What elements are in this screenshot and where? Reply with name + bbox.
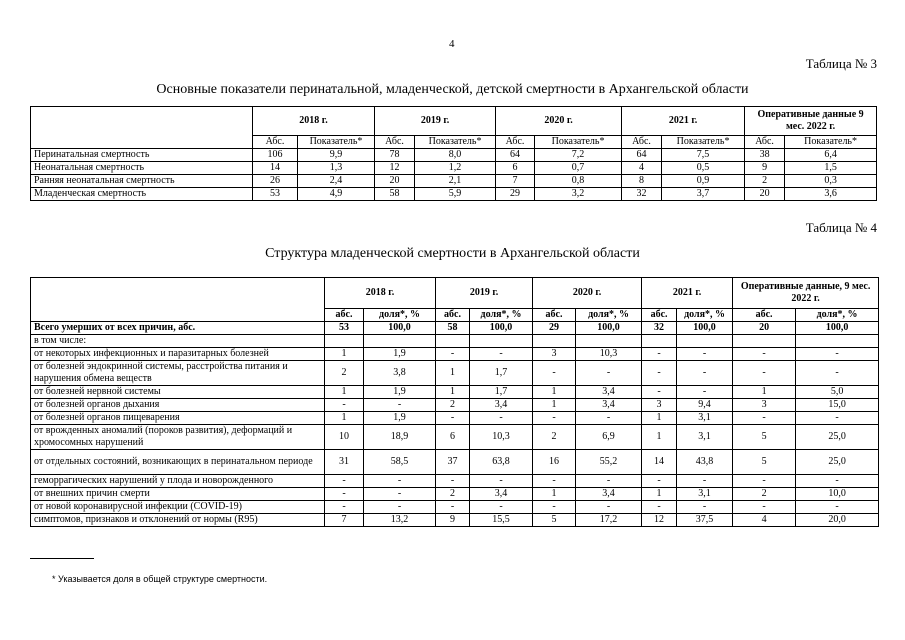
cell-value: 1: [436, 386, 470, 399]
cell-value: -: [576, 501, 642, 514]
table-row: [31, 399, 879, 412]
cell-value: 3,7: [662, 188, 745, 201]
subheader-abs: Абс.: [622, 136, 662, 149]
table-row: [31, 425, 879, 450]
row-label: Неонатальная смертность: [31, 162, 253, 175]
row-label: от болезней органов пищеварения: [31, 412, 325, 425]
cell-value: -: [470, 501, 533, 514]
cell-value: 16: [533, 450, 576, 475]
cell-value: [470, 335, 533, 348]
subheader-abs: Абс.: [745, 136, 785, 149]
cell-value: 1: [642, 412, 677, 425]
header-row: [31, 278, 879, 309]
cell-value: -: [733, 361, 796, 386]
cell-value: 1,2: [415, 162, 496, 175]
cell-value: -: [677, 501, 733, 514]
cell-value: 100,0: [364, 322, 436, 335]
header-corner: [31, 278, 325, 322]
cell-value: 1: [642, 488, 677, 501]
subheader-abs: абс.: [642, 309, 677, 322]
row-label: от некоторых инфекционных и паразитарных болезней: [31, 348, 325, 361]
subheader-abs: Абс.: [253, 136, 298, 149]
cell-value: 0,7: [535, 162, 622, 175]
cell-value: -: [642, 501, 677, 514]
cell-value: [364, 335, 436, 348]
cell-value: -: [436, 501, 470, 514]
cell-value: 10: [325, 425, 364, 450]
row-label: от болезней нервной системы: [31, 386, 325, 399]
cell-value: -: [533, 412, 576, 425]
cell-value: -: [642, 475, 677, 488]
table-row: [31, 188, 877, 201]
cell-value: 25,0: [796, 450, 879, 475]
cell-value: [733, 335, 796, 348]
cell-value: 9,4: [677, 399, 733, 412]
cell-value: 6: [436, 425, 470, 450]
cell-value: -: [470, 412, 533, 425]
subheader-share: Показатель*: [298, 136, 375, 149]
cell-value: -: [642, 386, 677, 399]
cell-value: 1,9: [364, 348, 436, 361]
cell-value: 43,8: [677, 450, 733, 475]
footnote: * Указывается доля в общей структуре смертности.: [52, 574, 268, 584]
year-header: 2019 г.: [375, 107, 496, 136]
cell-value: 2: [733, 488, 796, 501]
cell-value: 0,8: [535, 175, 622, 188]
row-label: Младенческая смертность: [31, 188, 253, 201]
cell-value: 17,2: [576, 514, 642, 527]
year-header: 2020 г.: [496, 107, 622, 136]
cell-value: 2: [436, 488, 470, 501]
cell-value: 0,5: [662, 162, 745, 175]
table-row: [31, 175, 877, 188]
cell-value: 2: [325, 361, 364, 386]
subheader-abs: абс.: [533, 309, 576, 322]
cell-value: 5,0: [796, 386, 879, 399]
subheader-share: Показатель*: [785, 136, 877, 149]
cell-value: -: [677, 348, 733, 361]
cell-value: 106: [253, 149, 298, 162]
cell-value: 1,9: [364, 412, 436, 425]
table-row: [31, 386, 879, 399]
table-row: [31, 149, 877, 162]
cell-value: 29: [496, 188, 535, 201]
cell-value: -: [470, 475, 533, 488]
cell-value: 25,0: [796, 425, 879, 450]
table-row: [31, 475, 879, 488]
year-header: 2018 г.: [325, 278, 436, 309]
cell-value: [796, 335, 879, 348]
subheader-share: доля*, %: [576, 309, 642, 322]
cell-value: 100,0: [796, 322, 879, 335]
cell-value: 53: [325, 322, 364, 335]
cell-value: -: [325, 488, 364, 501]
cell-value: [677, 335, 733, 348]
cell-value: -: [364, 475, 436, 488]
table-row: [31, 322, 879, 335]
cell-value: -: [364, 501, 436, 514]
cell-value: 3,4: [576, 399, 642, 412]
cell-value: 1,3: [298, 162, 375, 175]
cell-value: 63,8: [470, 450, 533, 475]
row-label: Ранняя неонатальная смертность: [31, 175, 253, 188]
cell-value: 58: [436, 322, 470, 335]
cell-value: 3,1: [677, 488, 733, 501]
cell-value: 5: [733, 450, 796, 475]
cell-value: 3,8: [364, 361, 436, 386]
cell-value: 1,9: [364, 386, 436, 399]
cell-value: 3: [733, 399, 796, 412]
page-number: 4: [449, 38, 455, 50]
header-row: [31, 107, 877, 136]
cell-value: 8: [622, 175, 662, 188]
subheader-abs: абс.: [325, 309, 364, 322]
cell-value: 100,0: [470, 322, 533, 335]
row-label: геморрагических нарушений у плода и новорожденного: [31, 475, 325, 488]
row-label: от отдельных состояний, возникающих в перинатальном периоде: [31, 450, 325, 475]
cell-value: 78: [375, 149, 415, 162]
subheader-abs: Абс.: [375, 136, 415, 149]
cell-value: 5: [733, 425, 796, 450]
cell-value: 18,9: [364, 425, 436, 450]
cell-value: 58: [375, 188, 415, 201]
header-corner: [31, 107, 253, 149]
cell-value: -: [677, 475, 733, 488]
cell-value: 10,3: [470, 425, 533, 450]
cell-value: 9: [436, 514, 470, 527]
cell-value: 64: [496, 149, 535, 162]
cell-value: -: [533, 361, 576, 386]
cell-value: 14: [642, 450, 677, 475]
cell-value: 100,0: [677, 322, 733, 335]
cell-value: 55,2: [576, 450, 642, 475]
cell-value: [642, 335, 677, 348]
cell-value: 7: [325, 514, 364, 527]
cell-value: 32: [622, 188, 662, 201]
cell-value: 3,1: [677, 425, 733, 450]
table3-label: Таблица № 3: [805, 56, 877, 71]
cell-value: 32: [642, 322, 677, 335]
table-row: [31, 488, 879, 501]
year-header: 2018 г.: [253, 107, 375, 136]
cell-value: -: [733, 475, 796, 488]
year-header: Оперативные данные, 9 мес. 2022 г.: [733, 278, 879, 309]
cell-value: 26: [253, 175, 298, 188]
cell-value: -: [796, 412, 879, 425]
table3: [30, 106, 877, 201]
cell-value: 7,2: [535, 149, 622, 162]
subheader-abs: абс.: [436, 309, 470, 322]
cell-value: -: [677, 386, 733, 399]
cell-value: -: [576, 361, 642, 386]
cell-value: 4: [622, 162, 662, 175]
cell-value: 1: [436, 361, 470, 386]
cell-value: 53: [253, 188, 298, 201]
cell-value: 1: [325, 386, 364, 399]
cell-value: -: [733, 348, 796, 361]
cell-value: 10,3: [576, 348, 642, 361]
table-row: [31, 348, 879, 361]
cell-value: -: [576, 475, 642, 488]
cell-value: 1: [533, 386, 576, 399]
cell-value: 14: [253, 162, 298, 175]
row-label: от новой коронавирусной инфекции (COVID-19): [31, 501, 325, 514]
table-row: [31, 361, 879, 386]
cell-value: 1,5: [785, 162, 877, 175]
year-header: 2020 г.: [533, 278, 642, 309]
cell-value: 1: [733, 386, 796, 399]
row-label: Всего умерших от всех причин, абс.: [31, 322, 325, 335]
subheader-share: Показатель*: [415, 136, 496, 149]
year-header: 2019 г.: [436, 278, 533, 309]
table-row: [31, 335, 879, 348]
cell-value: -: [576, 412, 642, 425]
table-row: [31, 162, 877, 175]
cell-value: -: [733, 501, 796, 514]
cell-value: 6,4: [785, 149, 877, 162]
cell-value: 3,4: [470, 488, 533, 501]
cell-value: 1: [533, 488, 576, 501]
cell-value: -: [733, 412, 796, 425]
cell-value: -: [364, 399, 436, 412]
cell-value: 37,5: [677, 514, 733, 527]
cell-value: -: [436, 348, 470, 361]
row-label: от врожденных аномалий (пороков развития), деформаций и хромосомных нарушений: [31, 425, 325, 450]
cell-value: 2,4: [298, 175, 375, 188]
table4-label: Таблица № 4: [805, 220, 877, 235]
subheader-abs: Абс.: [496, 136, 535, 149]
cell-value: -: [533, 501, 576, 514]
cell-value: 13,2: [364, 514, 436, 527]
cell-value: [576, 335, 642, 348]
cell-value: -: [677, 361, 733, 386]
cell-value: 20,0: [796, 514, 879, 527]
footnote-separator: [30, 558, 94, 559]
cell-value: -: [796, 475, 879, 488]
cell-value: 3,4: [576, 386, 642, 399]
cell-value: 2: [745, 175, 785, 188]
cell-value: [325, 335, 364, 348]
cell-value: -: [470, 348, 533, 361]
cell-value: -: [325, 399, 364, 412]
cell-value: 38: [745, 149, 785, 162]
cell-value: -: [436, 412, 470, 425]
subheader-abs: абс.: [733, 309, 796, 322]
cell-value: 20: [745, 188, 785, 201]
subheader-share: Показатель*: [535, 136, 622, 149]
cell-value: -: [796, 361, 879, 386]
cell-value: 20: [733, 322, 796, 335]
cell-value: -: [364, 488, 436, 501]
cell-value: 1,7: [470, 361, 533, 386]
cell-value: 12: [642, 514, 677, 527]
row-label: от болезней эндокринной системы, расстройства питания и нарушения обмена веществ: [31, 361, 325, 386]
cell-value: 7,5: [662, 149, 745, 162]
cell-value: -: [436, 475, 470, 488]
year-header: 2021 г.: [622, 107, 745, 136]
row-label: в том числе:: [31, 335, 325, 348]
cell-value: -: [325, 475, 364, 488]
cell-value: 4: [733, 514, 796, 527]
table-row: [31, 514, 879, 527]
row-label: от внешних причин смерти: [31, 488, 325, 501]
cell-value: 1: [325, 412, 364, 425]
cell-value: -: [642, 348, 677, 361]
cell-value: 3,4: [470, 399, 533, 412]
cell-value: 0,9: [662, 175, 745, 188]
table-row: [31, 501, 879, 514]
year-header: 2021 г.: [642, 278, 733, 309]
cell-value: -: [325, 501, 364, 514]
cell-value: 8,0: [415, 149, 496, 162]
cell-value: 37: [436, 450, 470, 475]
cell-value: 58,5: [364, 450, 436, 475]
cell-value: 9,9: [298, 149, 375, 162]
cell-value: 3: [533, 348, 576, 361]
cell-value: 7: [496, 175, 535, 188]
subheader-share: доля*, %: [364, 309, 436, 322]
cell-value: 3,6: [785, 188, 877, 201]
table-row: [31, 412, 879, 425]
subheader-share: доля*, %: [796, 309, 879, 322]
cell-value: [436, 335, 470, 348]
subheader-share: Показатель*: [662, 136, 745, 149]
cell-value: [533, 335, 576, 348]
cell-value: -: [796, 348, 879, 361]
cell-value: 3: [642, 399, 677, 412]
table3-title: Основные показатели перинатальной, младенческой, детской смертности в Архангельской области: [156, 82, 749, 97]
row-label: симптомов, признаков и отклонений от нормы (R95): [31, 514, 325, 527]
cell-value: 31: [325, 450, 364, 475]
cell-value: 15,5: [470, 514, 533, 527]
cell-value: 2: [533, 425, 576, 450]
cell-value: -: [533, 475, 576, 488]
cell-value: 3,4: [576, 488, 642, 501]
table4: [30, 277, 879, 527]
cell-value: -: [796, 501, 879, 514]
cell-value: 3,1: [677, 412, 733, 425]
cell-value: 6: [496, 162, 535, 175]
cell-value: 20: [375, 175, 415, 188]
row-label: Перинатальная смертность: [31, 149, 253, 162]
cell-value: 3,2: [535, 188, 622, 201]
cell-value: 5,9: [415, 188, 496, 201]
cell-value: 1: [325, 348, 364, 361]
cell-value: 10,0: [796, 488, 879, 501]
subheader-share: доля*, %: [677, 309, 733, 322]
cell-value: 2,1: [415, 175, 496, 188]
cell-value: 2: [436, 399, 470, 412]
table-row: [31, 450, 879, 475]
cell-value: 0,3: [785, 175, 877, 188]
cell-value: 6,9: [576, 425, 642, 450]
cell-value: 5: [533, 514, 576, 527]
cell-value: 1: [533, 399, 576, 412]
year-header: Оперативные данные 9 мес. 2022 г.: [745, 107, 877, 136]
table4-title: Структура младенческой смертности в Архангельской области: [265, 246, 640, 261]
cell-value: 1,7: [470, 386, 533, 399]
cell-value: 1: [642, 425, 677, 450]
cell-value: 15,0: [796, 399, 879, 412]
cell-value: 12: [375, 162, 415, 175]
cell-value: 9: [745, 162, 785, 175]
subheader-share: доля*, %: [470, 309, 533, 322]
cell-value: 100,0: [576, 322, 642, 335]
cell-value: 29: [533, 322, 576, 335]
row-label: от болезней органов дыхания: [31, 399, 325, 412]
cell-value: 64: [622, 149, 662, 162]
cell-value: -: [642, 361, 677, 386]
cell-value: 4,9: [298, 188, 375, 201]
